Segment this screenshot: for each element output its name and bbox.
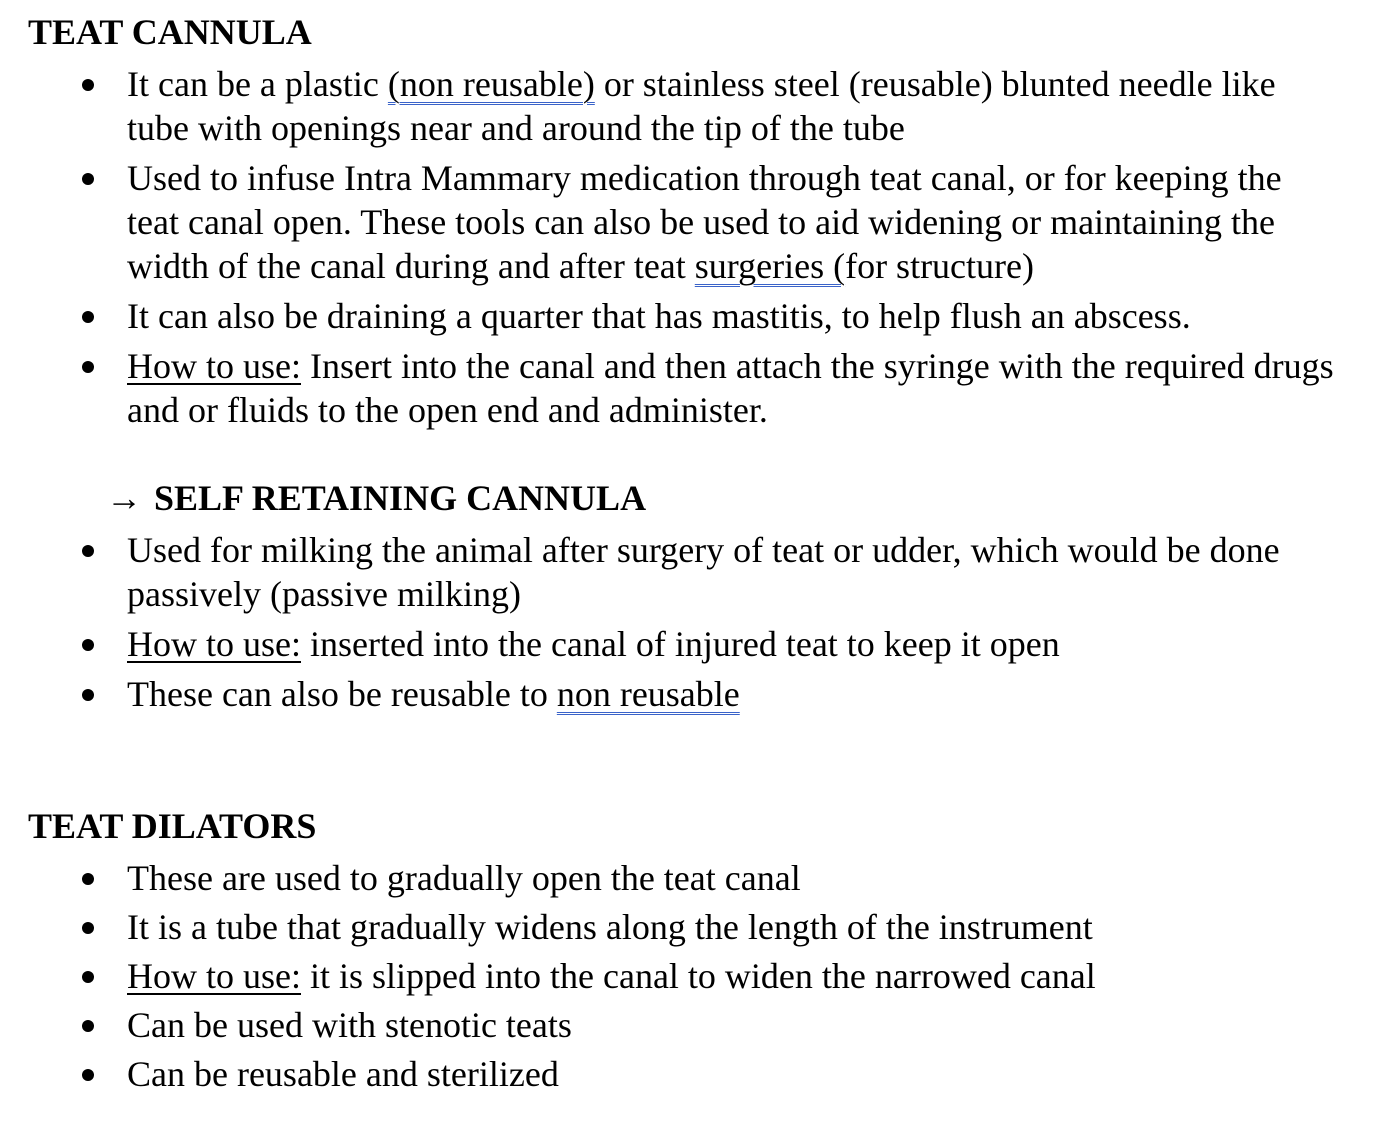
list-item [0,622,1340,666]
item-text: Can be used with stenotic teats [127,1005,572,1045]
list-item [0,905,1340,949]
proofing-marked-text: surgeries ( [694,246,846,286]
teat-cannula-list [0,62,1340,432]
bullet-icon [82,311,94,323]
bullet-icon [82,545,94,557]
list-item [0,294,1340,338]
list-item [0,1003,1340,1047]
how-to-use-label: How to use: [127,956,301,996]
section-title-teat-dilators: TEAT DILATORS [28,806,317,846]
item-text: Can be reusable and sterilized [127,1054,559,1094]
bullet-icon [82,971,94,983]
bullet-icon [82,639,94,651]
subsection-title-self-retaining-cannula [106,478,646,518]
self-retaining-cannula-list [0,528,1340,716]
bullet-icon [82,1069,94,1081]
list-item [0,62,1340,150]
bullet-icon [82,1020,94,1032]
bullet-icon [82,79,94,91]
item-text: inserted into the canal of injured teat to keep it open [301,624,1060,664]
item-text: or stainless steel (reusable) blunted needle like tube with openings near and around the tip of the tube [127,64,1276,148]
list-item [0,1052,1340,1096]
subsection-title-text: SELF RETAINING CANNULA [154,478,647,518]
bullet-icon [82,361,94,373]
list-item [0,954,1340,998]
section-title-teat-cannula: TEAT CANNULA [28,12,312,52]
proofing-marked-text: non reusable [556,674,740,714]
item-text: These are used to gradually open the teat canal [127,858,801,898]
item-text: It can also be draining a quarter that has mastitis, to help flush an abscess. [127,296,1191,336]
list-item [0,528,1340,616]
item-text: it is slipped into the canal to widen the narrowed canal [301,956,1096,996]
how-to-use-label: How to use: [127,346,301,386]
list-item [0,344,1340,432]
bullet-icon [82,873,94,885]
item-text: It is a tube that gradually widens along the length of the instrument [127,907,1093,947]
how-to-use-label: How to use: [127,624,301,664]
item-text: Used for milking the animal after surgery of teat or udder, which would be done passively (passive milking) [127,530,1280,614]
bullet-icon [82,922,94,934]
list-item [0,156,1340,288]
list-item [0,856,1340,900]
list-item [0,672,1340,716]
item-text: for structure) [845,246,1034,286]
proofing-marked-text: (non reusable) [387,64,595,104]
teat-dilators-list [0,856,1340,1096]
item-text: It can be a plastic [127,64,388,104]
item-text: These can also be reusable to [127,674,557,714]
bullet-icon [82,173,94,185]
item-text: Insert into the canal and then attach the syringe with the required drugs and or fluids to the open end and administer. [127,346,1334,430]
item-text: Used to infuse Intra Mammary medication through teat canal, or for keeping the teat canal open. These tools can also be used to aid widening or maintaining the width of the canal during and after teat [127,158,1282,286]
arrow-right-icon: → [106,478,142,518]
bullet-icon [82,689,94,701]
